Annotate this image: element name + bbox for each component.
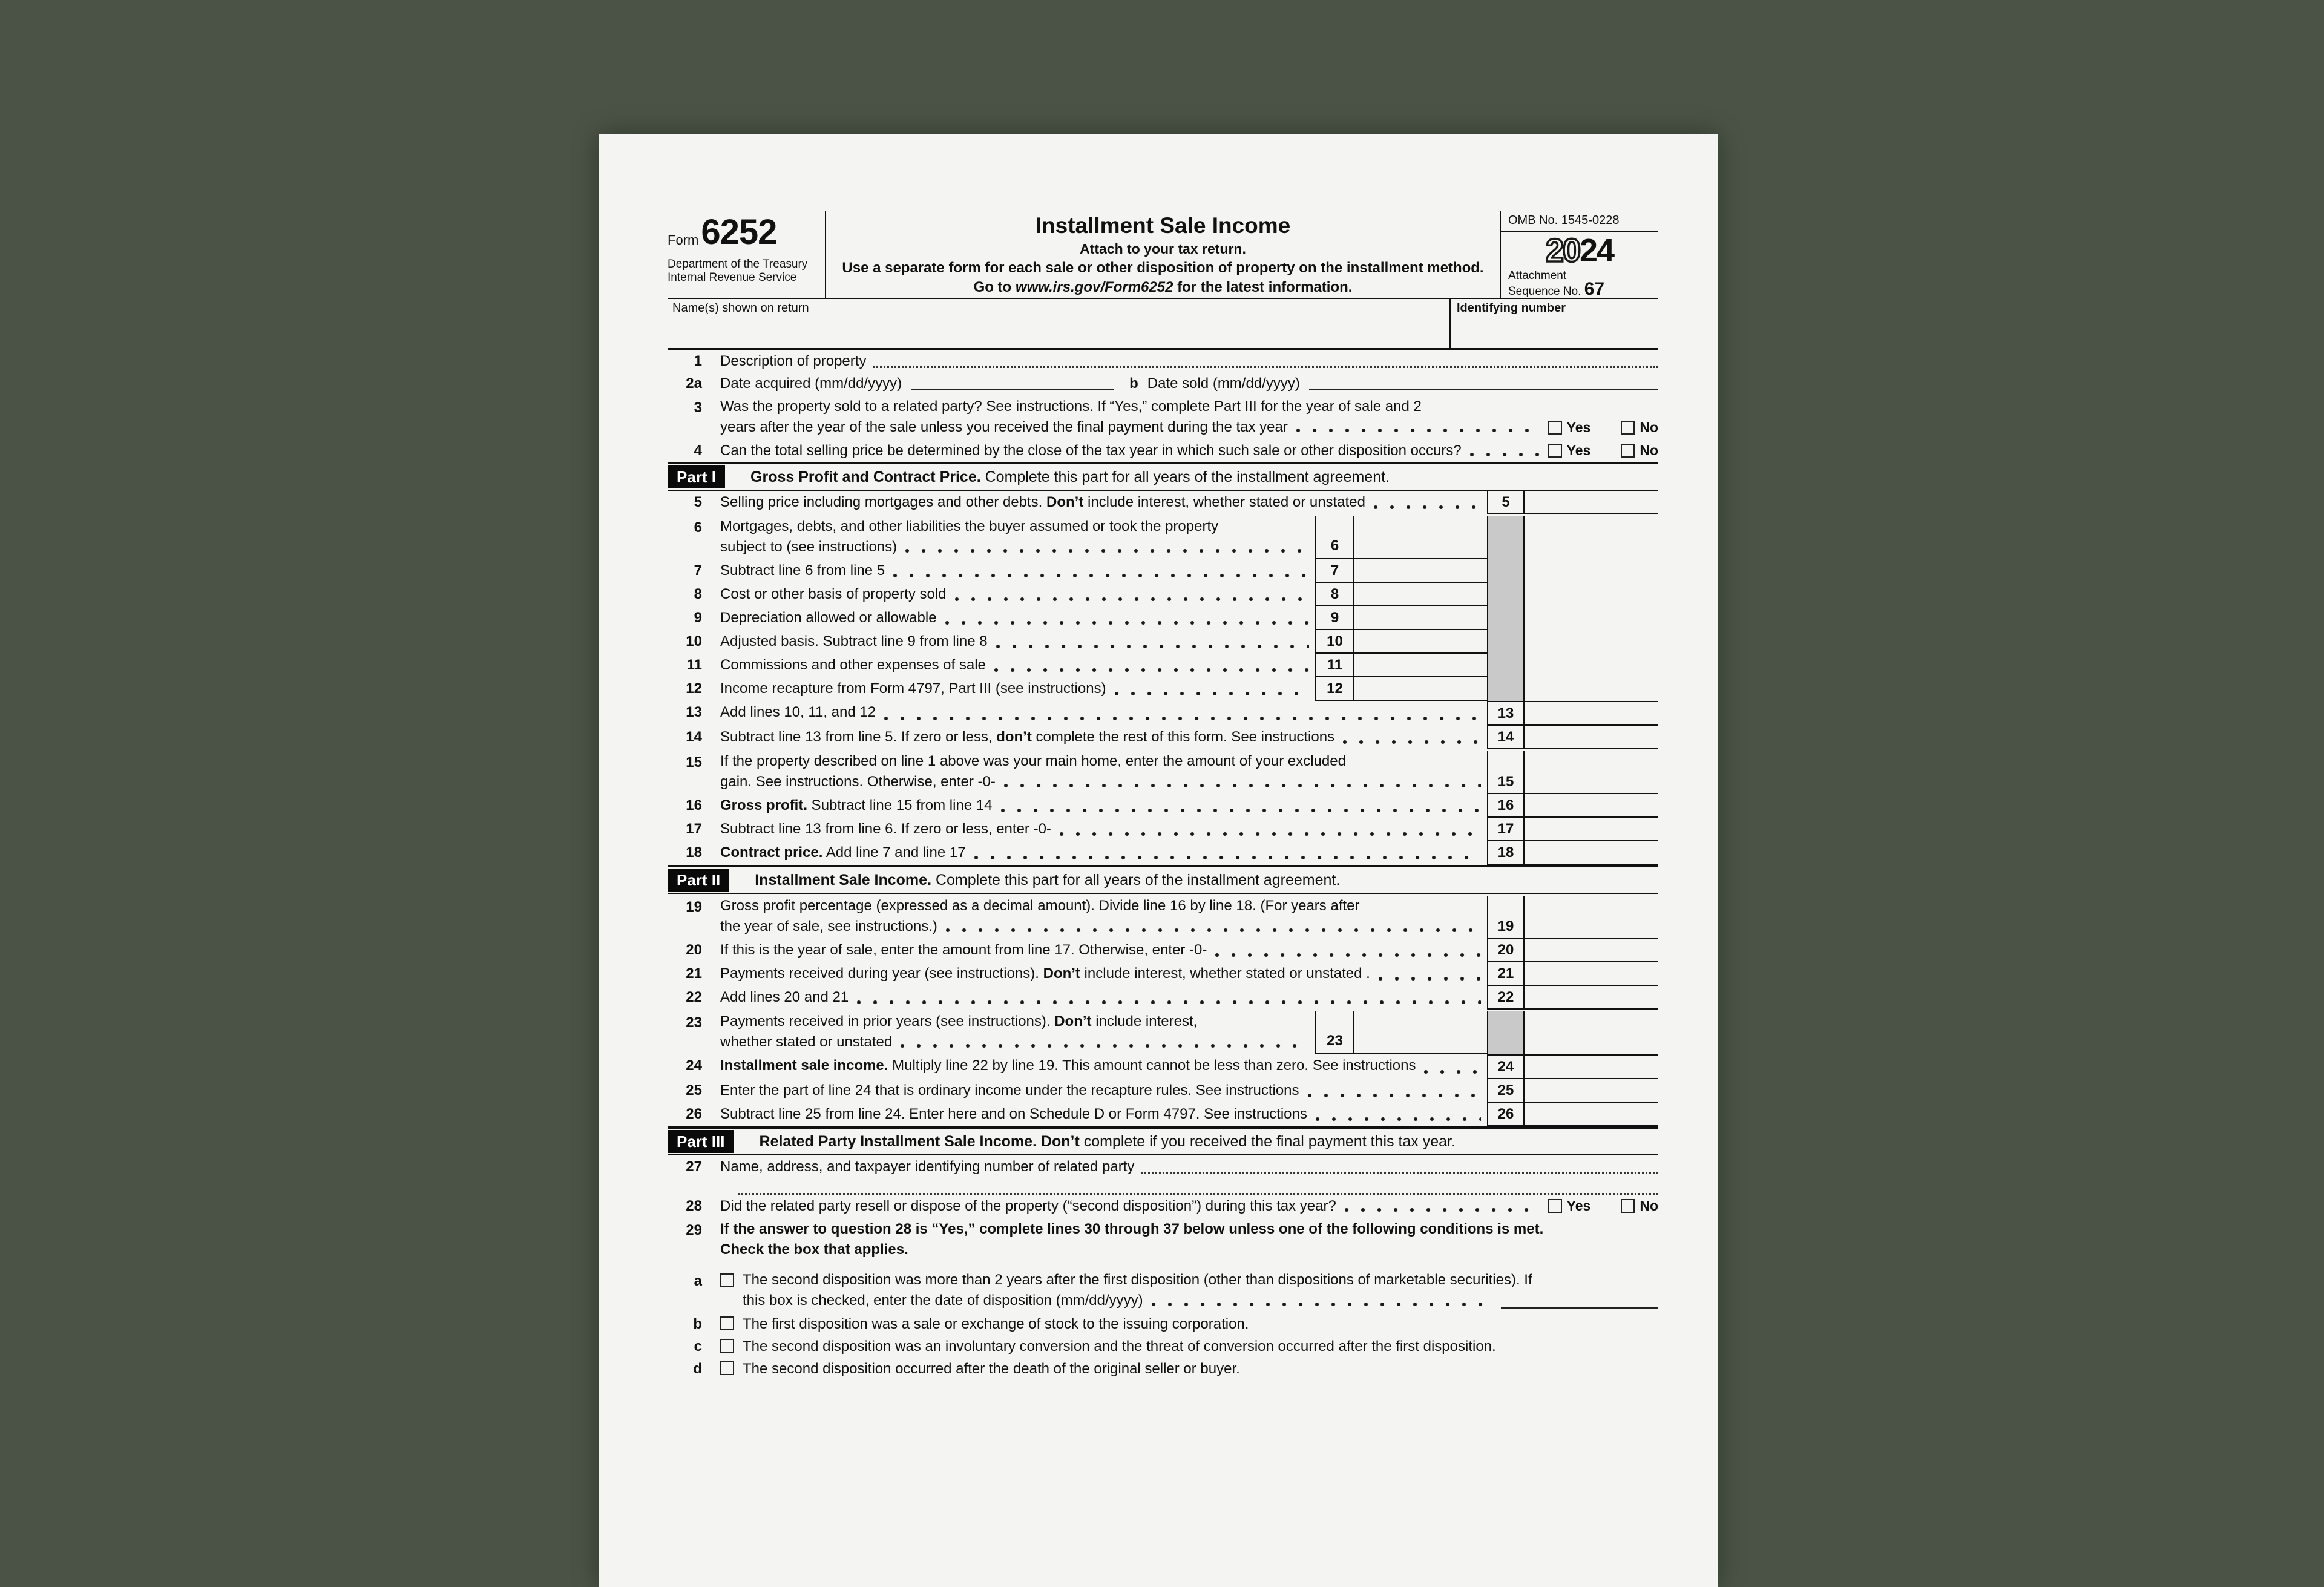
line-19-label-1: Gross profit percentage (expressed as a decimal amount). Divide line 16 by line 18. (For years after bbox=[720, 898, 1360, 914]
form-number: 6252 bbox=[701, 212, 777, 252]
line-24-row: 24 Installment sale income. Multiply line 22 by line 19. This amount cannot be less than zero. See instructions 24 bbox=[668, 1054, 1658, 1079]
shaded-column bbox=[1487, 630, 1525, 654]
line-23-label-2: whether stated or unstated bbox=[720, 1034, 893, 1050]
line-29a-label-2: this box is checked, enter the date of disposition (mm/dd/yyyy) bbox=[743, 1292, 1143, 1309]
shaded-column bbox=[1487, 654, 1525, 677]
line-26-numbox: 26 bbox=[1487, 1103, 1525, 1126]
line-20-numbox: 20 bbox=[1487, 939, 1525, 962]
shaded-column bbox=[1487, 606, 1525, 630]
line-29a-row: a The second disposition was more than 2 years after the first disposition (other than dispositions of marketable securities). If this box is checked, enter the date of disposition (mm/dd/yyyy) bbox=[668, 1268, 1658, 1313]
line-3-number: 3 bbox=[694, 399, 702, 416]
line-3-yes-group: Yes bbox=[1548, 417, 1591, 438]
line-13-amount[interactable] bbox=[1525, 701, 1658, 726]
omb-year-block bbox=[1501, 211, 1658, 298]
line-4-yes-group: Yes bbox=[1548, 439, 1591, 462]
line-26-amount[interactable] bbox=[1525, 1103, 1658, 1126]
line-29a-label-1: The second disposition was more than 2 years after the first disposition (other than dispositions of marketable securities). If bbox=[743, 1272, 1532, 1288]
line-29a-dot-leader bbox=[1152, 1303, 1495, 1306]
line-3-dot-leader bbox=[1296, 429, 1541, 432]
date-sold-entry-line[interactable] bbox=[1309, 389, 1658, 390]
dept-line-1: Department of the Treasury bbox=[668, 258, 808, 271]
line-25-amount[interactable] bbox=[1525, 1079, 1658, 1103]
line-3-label-2: years after the year of the sale unless you received the final payment during the tax year bbox=[720, 419, 1288, 435]
line-2b-number: b bbox=[1129, 375, 1138, 392]
line-24-numbox: 24 bbox=[1487, 1054, 1525, 1079]
line-22-numbox: 22 bbox=[1487, 986, 1525, 1010]
line-28-yes-checkbox[interactable] bbox=[1548, 1199, 1562, 1213]
line-7-row: 7 Subtract line 6 from line 5 7 bbox=[668, 559, 1658, 583]
line-9-label: Depreciation allowed or allowable bbox=[720, 610, 937, 626]
part-3-header bbox=[668, 1126, 1658, 1155]
line-5-row: 5 Selling price including mortgages and other debts. Don’t include interest, whether stated or unstated 5 bbox=[668, 491, 1658, 514]
line-23-row: 23 Payments received in prior years (see instructions). Don’t include interest, whether stated or unstated 23 bbox=[668, 1010, 1658, 1054]
line-16-numbox: 16 bbox=[1487, 794, 1525, 818]
line-29-row: 29 If the answer to question 28 is “Yes,” complete lines 30 through 37 below unless one of the following conditions is met. Check the box that applies. bbox=[668, 1217, 1658, 1262]
dept-line-2: Internal Revenue Service bbox=[668, 271, 797, 284]
line-3-no-group: No bbox=[1621, 417, 1658, 438]
line-1-number: 1 bbox=[694, 353, 702, 369]
line-4-no-checkbox[interactable] bbox=[1621, 444, 1635, 458]
line-9-numbox: 9 bbox=[1315, 606, 1354, 630]
part-2-header bbox=[668, 865, 1658, 894]
line-14-numbox: 14 bbox=[1487, 726, 1525, 749]
form-id-block bbox=[668, 211, 826, 298]
line-8-row: 8 Cost or other basis of property sold 8 bbox=[668, 583, 1658, 606]
line-3-row bbox=[668, 395, 1658, 439]
form-6252-page bbox=[599, 134, 1718, 1587]
line-12-row: 12 Income recapture from Form 4797, Part III (see instructions) 12 bbox=[668, 677, 1658, 701]
line-29c-label: The second disposition was an involuntary conversion and the threat of conversion occurred after the first disposition. bbox=[743, 1338, 1496, 1355]
attachment-word: Attachment bbox=[1508, 269, 1567, 282]
line-4-no-group: No bbox=[1621, 439, 1658, 462]
part-2-title: Installment Sale Income. Complete this part for all years of the installment agreement. bbox=[755, 872, 1341, 889]
line-15-label-1: If the property described on line 1 above was your main home, enter the amount of your excluded bbox=[720, 753, 1346, 769]
part-1-header bbox=[668, 462, 1658, 491]
goto-instruction: Go to www.irs.gov/Form6252 for the latest information. bbox=[973, 279, 1353, 295]
line-29c-checkbox[interactable] bbox=[720, 1339, 734, 1353]
line-6-label-1: Mortgages, debts, and other liabilities the buyer assumed or took the property bbox=[720, 518, 1219, 534]
line-21-row: 21 Payments received during year (see instructions). Don’t include interest, whether stated or unstated . 21 bbox=[668, 962, 1658, 986]
line-18-label: Contract price. Add line 7 and line 17 bbox=[720, 844, 966, 861]
line-19-amount[interactable] bbox=[1525, 896, 1658, 939]
line-4-yes-checkbox[interactable] bbox=[1548, 444, 1562, 458]
shaded-column bbox=[1487, 1011, 1525, 1054]
year-outline: 20 bbox=[1545, 232, 1580, 269]
line-27-continuation-row bbox=[668, 1178, 1658, 1195]
sequence-line: Sequence No. 67 bbox=[1508, 279, 1605, 299]
line-27-label: Name, address, and taxpayer identifying number of related party bbox=[720, 1158, 1135, 1175]
line-29a-checkbox[interactable] bbox=[720, 1273, 734, 1287]
line-15-amount[interactable] bbox=[1525, 751, 1658, 794]
line-24-amount[interactable] bbox=[1525, 1054, 1658, 1079]
line-8-label: Cost or other basis of property sold bbox=[720, 586, 947, 602]
line-12-amount[interactable] bbox=[1354, 677, 1487, 701]
line-10-row: 10 Adjusted basis. Subtract line 9 from line 8 10 bbox=[668, 630, 1658, 654]
line-12-numbox: 12 bbox=[1315, 677, 1354, 701]
form-title-block bbox=[826, 211, 1501, 298]
part-1-title: Gross Profit and Contract Price. Complete this part for all years of the installment agreement. bbox=[750, 468, 1390, 485]
line-17-amount[interactable] bbox=[1525, 818, 1658, 841]
line-7-numbox: 7 bbox=[1315, 559, 1354, 583]
line-14-amount[interactable] bbox=[1525, 726, 1658, 749]
shaded-column bbox=[1487, 559, 1525, 583]
part-3-badge: Part III bbox=[668, 1130, 734, 1153]
line-18-amount[interactable] bbox=[1525, 841, 1658, 865]
line-6-amount[interactable] bbox=[1354, 516, 1487, 559]
part-3-title: Related Party Installment Sale Income. Don’t complete if you received the final payment this tax year. bbox=[759, 1133, 1456, 1150]
date-of-disposition-entry-line[interactable] bbox=[1501, 1307, 1658, 1309]
line-9-amount[interactable] bbox=[1354, 606, 1487, 630]
line-17-numbox: 17 bbox=[1487, 818, 1525, 841]
line-1-row bbox=[668, 350, 1658, 372]
line-11-amount[interactable] bbox=[1354, 654, 1487, 677]
line-11-row: 11 Commissions and other expenses of sale 11 bbox=[668, 654, 1658, 677]
form-title: Installment Sale Income bbox=[1035, 213, 1291, 238]
name-field[interactable]: Name(s) shown on return bbox=[672, 301, 809, 315]
line-29d-row: d The second disposition occurred after the death of the original seller or buyer. bbox=[668, 1358, 1658, 1380]
line-21-amount[interactable] bbox=[1525, 962, 1658, 986]
line-20-amount[interactable] bbox=[1525, 939, 1658, 962]
line-4-row bbox=[668, 439, 1658, 462]
line-28-label: Did the related party resell or dispose of the property (“second disposition”) during this tax year? bbox=[720, 1198, 1336, 1214]
date-acquired-entry-line[interactable] bbox=[911, 389, 1114, 390]
separate-form-instruction: Use a separate form for each sale or other disposition of property on the installment method. bbox=[842, 260, 1484, 276]
line-2b-label: Date sold (mm/dd/yyyy) bbox=[1147, 375, 1300, 392]
line-28-no-checkbox[interactable] bbox=[1621, 1199, 1635, 1213]
line-19-label-2: the year of sale, see instructions.) bbox=[720, 918, 937, 935]
line-16-amount[interactable] bbox=[1525, 794, 1658, 818]
line-2a-label: Date acquired (mm/dd/yyyy) bbox=[720, 375, 902, 392]
line-23-amount[interactable] bbox=[1354, 1011, 1487, 1054]
identifying-number-field[interactable]: Identifying number bbox=[1449, 299, 1658, 348]
line-25-numbox: 25 bbox=[1487, 1079, 1525, 1103]
line-25-label: Enter the part of line 24 that is ordinary income under the recapture rules. See instructions bbox=[720, 1082, 1299, 1099]
line-29d-checkbox[interactable] bbox=[720, 1361, 734, 1375]
shaded-column bbox=[1487, 516, 1525, 559]
line-8-amount[interactable] bbox=[1354, 583, 1487, 606]
line-5-amount[interactable] bbox=[1525, 491, 1658, 514]
line-11-numbox: 11 bbox=[1315, 654, 1354, 677]
line-12-label: Income recapture from Form 4797, Part III (see instructions) bbox=[720, 680, 1106, 697]
line-18-numbox: 18 bbox=[1487, 841, 1525, 865]
line-2a-number: 2a bbox=[686, 375, 702, 392]
line-13-row: 13 Add lines 10, 11, and 12 13 bbox=[668, 701, 1658, 726]
line-23-label-1: Payments received in prior years (see instructions). Don’t include interest, bbox=[720, 1013, 1198, 1030]
line-6-label-2: subject to (see instructions) bbox=[720, 539, 898, 555]
line-9-row: 9 Depreciation allowed or allowable 9 bbox=[668, 606, 1658, 630]
line-5-label: Selling price including mortgages and other debts. Don’t include interest, whether stated or unstated bbox=[720, 494, 1365, 510]
attach-instruction: Attach to your tax return. bbox=[1080, 241, 1246, 257]
line-14-label: Subtract line 13 from line 5. If zero or less, don’t complete the rest of this form. See instructions bbox=[720, 729, 1335, 745]
line-22-label: Add lines 20 and 21 bbox=[720, 989, 849, 1005]
department-lines bbox=[668, 258, 820, 284]
line-28-row: 28 Did the related party resell or dispose of the property (“second disposition”) during this tax year? Yes No bbox=[668, 1195, 1658, 1217]
line-25-row: 25 Enter the part of line 24 that is ordinary income under the recapture rules. See instructions 25 bbox=[668, 1079, 1658, 1103]
line-29b-row: b The first disposition was a sale or exchange of stock to the issuing corporation. bbox=[668, 1313, 1658, 1335]
line-28-dot-leader bbox=[1345, 1208, 1541, 1212]
omb-number: OMB No. 1545-0228 bbox=[1501, 211, 1658, 232]
line-29d-label: The second disposition occurred after the death of the original seller or buyer. bbox=[743, 1361, 1240, 1377]
line-15-label-2: gain. See instructions. Otherwise, enter -0- bbox=[720, 774, 996, 790]
line-17-row: 17 Subtract line 13 from line 6. If zero or less, enter -0- 17 bbox=[668, 818, 1658, 841]
part-2-badge: Part II bbox=[668, 869, 729, 892]
line-6-numbox: 6 bbox=[1315, 516, 1354, 559]
line-4-number: 4 bbox=[694, 442, 702, 459]
line-15-row: 15 If the property described on line 1 above was your main home, enter the amount of your excluded gain. See instructions. Otherwise, enter -0- 15 bbox=[668, 749, 1658, 794]
line-20-row: 20 If this is the year of sale, enter the amount from line 17. Otherwise, enter -0- 20 bbox=[668, 939, 1658, 962]
line-2-row bbox=[668, 372, 1658, 395]
line-27-entry-line-1[interactable] bbox=[1141, 1172, 1658, 1174]
line-27-row: 27 Name, address, and taxpayer identifying number of related party bbox=[668, 1155, 1658, 1178]
line-14-row: 14 Subtract line 13 from line 5. If zero or less, don’t complete the rest of this form. See instructions 14 bbox=[668, 726, 1658, 749]
line-29c-row: c The second disposition was an involuntary conversion and the threat of conversion occurred after the first disposition. bbox=[668, 1335, 1658, 1358]
line-23-numbox: 23 bbox=[1315, 1011, 1354, 1054]
line-29b-label: The first disposition was a sale or exchange of stock to the issuing corporation. bbox=[743, 1316, 1249, 1332]
line-16-label: Gross profit. Subtract line 15 from line 14 bbox=[720, 797, 993, 813]
shaded-column bbox=[1487, 583, 1525, 606]
year-solid: 24 bbox=[1580, 232, 1614, 269]
line-5-numbox: 5 bbox=[1487, 491, 1525, 514]
line-8-numbox: 8 bbox=[1315, 583, 1354, 606]
line-17-label: Subtract line 13 from line 6. If zero or less, enter -0- bbox=[720, 821, 1051, 837]
line-11-label: Commissions and other expenses of sale bbox=[720, 657, 986, 673]
line-10-label: Adjusted basis. Subtract line 9 from line 8 bbox=[720, 633, 988, 649]
line-21-numbox: 21 bbox=[1487, 962, 1525, 986]
line-3-no-checkbox[interactable] bbox=[1621, 421, 1635, 435]
form-header bbox=[668, 211, 1658, 299]
line-7-amount[interactable] bbox=[1354, 559, 1487, 583]
line-18-row: 18 Contract price. Add line 7 and line 17 18 bbox=[668, 841, 1658, 865]
line-22-row: 22 Add lines 20 and 21 22 bbox=[668, 986, 1658, 1010]
part-1-badge: Part I bbox=[668, 465, 725, 488]
line-13-numbox: 13 bbox=[1487, 701, 1525, 726]
line-10-numbox: 10 bbox=[1315, 630, 1354, 654]
line-4-dot-leader bbox=[1470, 453, 1541, 456]
line-16-row: 16 Gross profit. Subtract line 15 from line 14 16 bbox=[668, 794, 1658, 818]
line-28-no-group: No bbox=[1621, 1195, 1658, 1217]
line-20-label: If this is the year of sale, enter the amount from line 17. Otherwise, enter -0- bbox=[720, 942, 1207, 958]
identity-row bbox=[668, 299, 1658, 350]
line-3-yes-checkbox[interactable] bbox=[1548, 421, 1562, 435]
line-21-label: Payments received during year (see instructions). Don’t include interest, whether stated or unstated . bbox=[720, 965, 1370, 982]
line-29b-checkbox[interactable] bbox=[720, 1316, 734, 1330]
line-28-yes-group: Yes bbox=[1548, 1195, 1591, 1217]
line-29-label-2: Check the box that applies. bbox=[720, 1241, 908, 1258]
line-13-label: Add lines 10, 11, and 12 bbox=[720, 704, 876, 720]
line-15-numbox: 15 bbox=[1487, 751, 1525, 794]
line-4-label: Can the total selling price be determined by the close of the tax year in which such sale or other disposition occurs? bbox=[720, 442, 1462, 459]
line-22-amount[interactable] bbox=[1525, 986, 1658, 1010]
attachment-sequence bbox=[1501, 269, 1658, 298]
line-10-amount[interactable] bbox=[1354, 630, 1487, 654]
line-6-row: 6 Mortgages, debts, and other liabilities the buyer assumed or took the property subject to (see instructions) 6 bbox=[668, 514, 1658, 559]
line-19-row: 19 Gross profit percentage (expressed as a decimal amount). Divide line 16 by line 18. (For years after the year of sale, see instructions.) 19 bbox=[668, 894, 1658, 939]
line-29-label-1: If the answer to question 28 is “Yes,” complete lines 30 through 37 below unless one of the following conditions is met. bbox=[720, 1221, 1544, 1237]
line-26-row: 26 Subtract line 25 from line 24. Enter here and on Schedule D or Form 4797. See instructions 26 bbox=[668, 1103, 1658, 1126]
line-24-label: Installment sale income. Multiply line 22 by line 19. This amount cannot be less than zero. See instructions bbox=[720, 1057, 1416, 1074]
line-19-numbox: 19 bbox=[1487, 896, 1525, 939]
tax-year bbox=[1501, 232, 1658, 269]
line-3-label-1: Was the property sold to a related party? See instructions. If “Yes,” complete Part III for the year of sale and 2 bbox=[720, 398, 1422, 415]
line-1-label: Description of property bbox=[720, 353, 867, 369]
form-word: Form bbox=[668, 232, 699, 248]
sequence-number: 67 bbox=[1584, 279, 1605, 299]
line-7-label: Subtract line 6 from line 5 bbox=[720, 562, 885, 579]
shaded-column bbox=[1487, 677, 1525, 701]
line-1-entry-line[interactable] bbox=[873, 366, 1658, 368]
line-26-label: Subtract line 25 from line 24. Enter here and on Schedule D or Form 4797. See instructions bbox=[720, 1106, 1307, 1122]
